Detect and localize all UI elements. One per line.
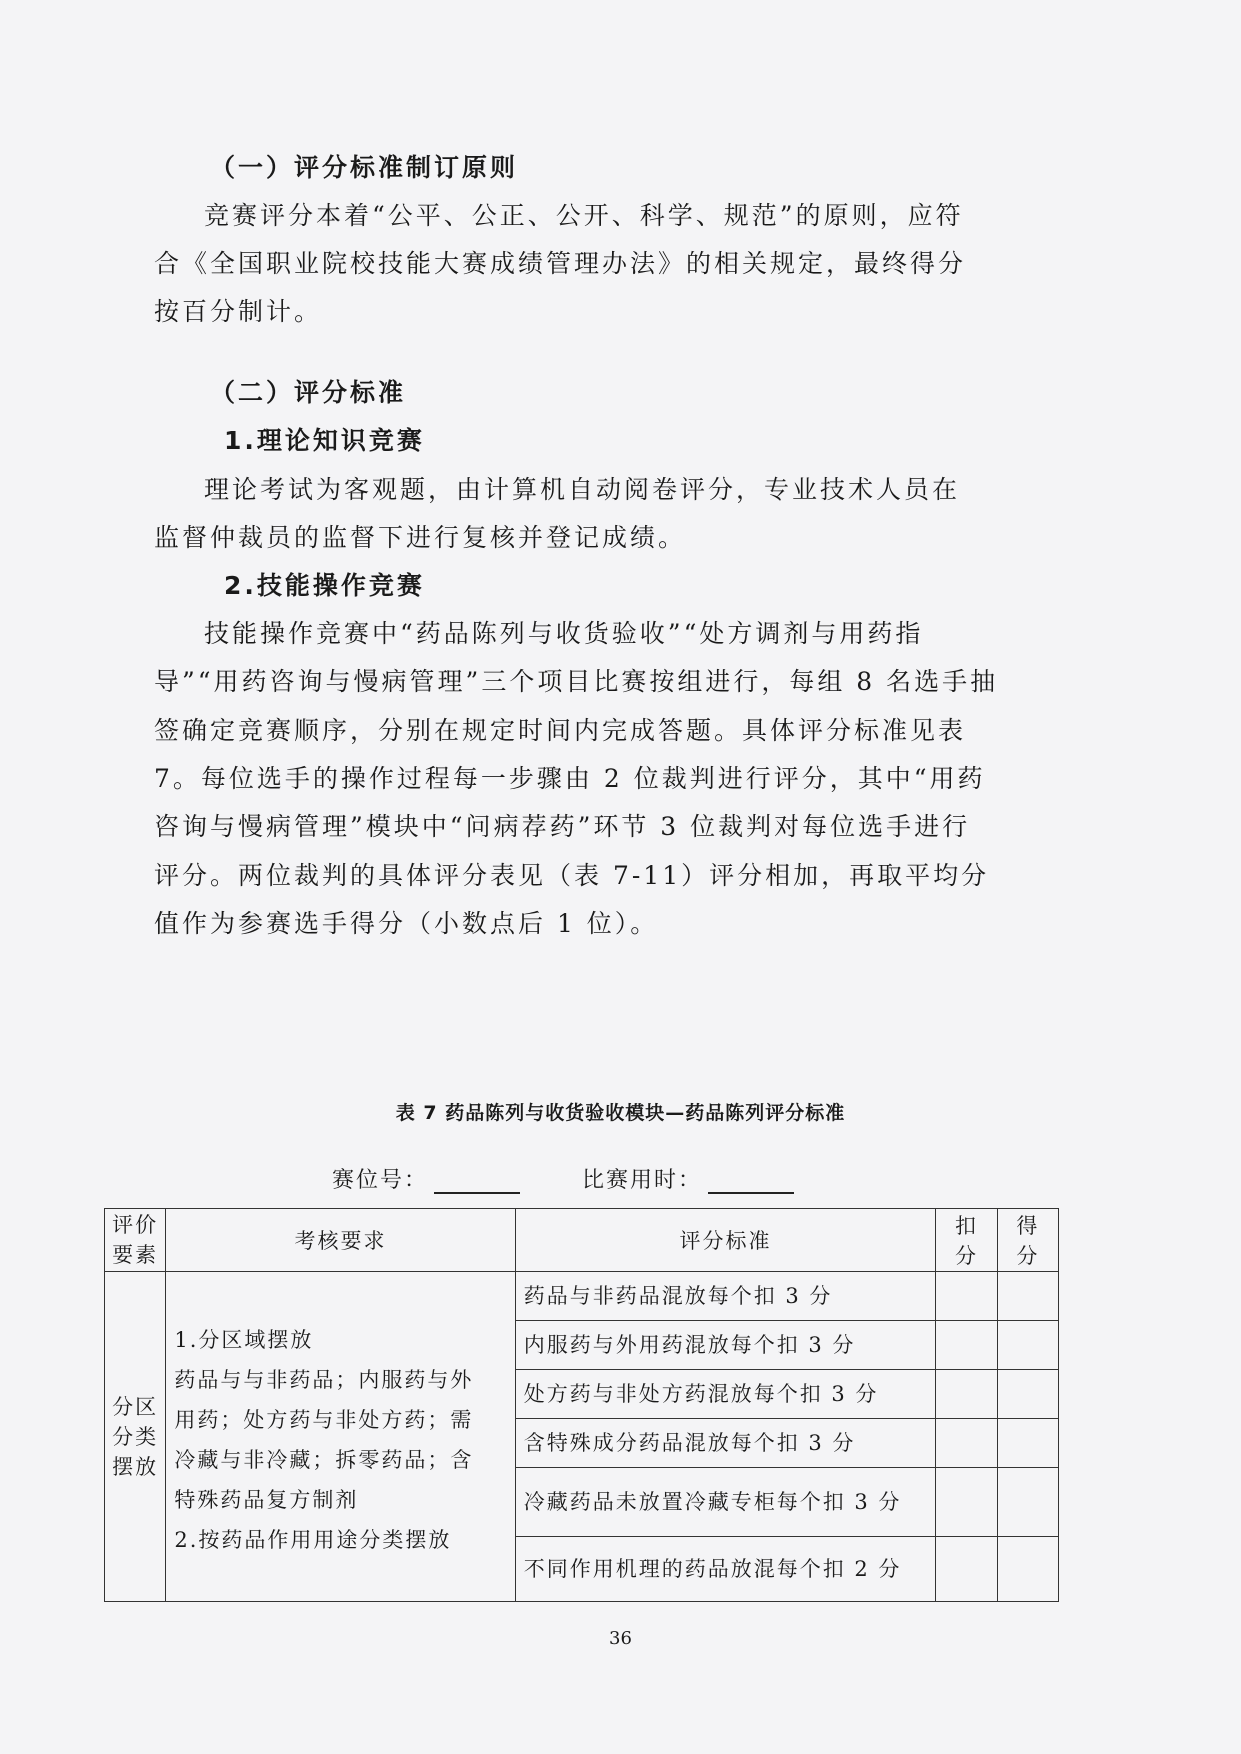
sub2-line-5: 咨询与慢病管理”模块中“问病荐药”环节 3 位裁判对每位选手进行 <box>154 812 971 841</box>
table-header-row <box>105 1209 1059 1272</box>
element-line-3: 摆放 <box>112 1454 159 1479</box>
deduct-cell[interactable] <box>936 1419 997 1468</box>
score-cell[interactable] <box>997 1321 1058 1370</box>
sub2-line-4: 7。每位选手的操作过程每一步骤由 2 位裁判进行评分，其中“用药 <box>154 764 986 793</box>
criteria-cell: 处方药与非处方药混放每个扣 3 分 <box>515 1370 936 1419</box>
sub1-line-1: 理论考试为客观题，由计算机自动阅卷评分，专业技术人员在 <box>204 475 961 504</box>
criteria-cell: 含特殊成分药品混放每个扣 3 分 <box>515 1419 936 1468</box>
deduct-cell[interactable] <box>936 1537 997 1602</box>
sub2-line-1: 技能操作竞赛中“药品陈列与收货验收”“处方调剂与用药指 <box>204 619 924 648</box>
element-line-2: 分类 <box>112 1424 159 1449</box>
score-cell[interactable] <box>997 1370 1058 1419</box>
sub2-line-2: 导”“用药咨询与慢病管理”三个项目比赛按组进行，每组 8 名选手抽 <box>154 667 999 696</box>
sub2-line-3: 签确定竞赛顺序，分别在规定时间内完成答题。具体评分标准见表 <box>154 716 967 745</box>
deduct-cell[interactable] <box>936 1370 997 1419</box>
requirement-line-3: 用药；处方药与非处方药；需 <box>174 1407 474 1432</box>
criteria-cell: 不同作用机理的药品放混每个扣 2 分 <box>515 1537 936 1602</box>
page-number: 36 <box>609 1628 632 1649</box>
header-element-line-2: 要素 <box>112 1243 159 1267</box>
table-caption: 表 7 药品陈列与收货验收模块—药品陈列评分标准 <box>395 1102 846 1124</box>
section2-heading: （二）评分标准 <box>210 378 407 407</box>
header-deduct: 扣分 <box>936 1209 997 1272</box>
element-cell <box>105 1272 166 1602</box>
table-row <box>105 1272 1059 1321</box>
seat-number-label: 赛位号： <box>332 1168 429 1193</box>
requirement-line-4: 冷藏与非冷藏；拆零药品；含 <box>174 1447 474 1472</box>
score-cell[interactable] <box>997 1272 1058 1321</box>
header-element-line-1: 评价 <box>112 1213 159 1237</box>
criteria-cell: 内服药与外用药混放每个扣 3 分 <box>515 1321 936 1370</box>
score-cell[interactable] <box>997 1419 1058 1468</box>
requirement-line-5: 特殊药品复方制剂 <box>174 1487 359 1512</box>
section1-line-1: 竞赛评分本着“公平、公正、公开、科学、规范”的原则，应符 <box>204 201 964 230</box>
time-used-label: 比赛用时： <box>582 1168 703 1193</box>
deduct-cell[interactable] <box>936 1272 997 1321</box>
header-requirement: 考核要求 <box>166 1209 515 1272</box>
scoring-table <box>104 1208 1059 1602</box>
requirement-line-6: 2.按药品作用用途分类摆放 <box>174 1527 452 1552</box>
criteria-cell: 冷藏药品未放置冷藏专柜每个扣 3 分 <box>515 1468 936 1537</box>
criteria-cell: 药品与非药品混放每个扣 3 分 <box>515 1272 936 1321</box>
requirement-cell <box>166 1272 515 1602</box>
requirement-line-1: 1.分区域摆放 <box>174 1327 314 1352</box>
element-line-1: 分区 <box>112 1394 159 1419</box>
deduct-cell[interactable] <box>936 1468 997 1537</box>
seat-number-field <box>332 1163 520 1194</box>
sub1-heading: 1.理论知识竞赛 <box>224 426 425 455</box>
score-cell[interactable] <box>997 1468 1058 1537</box>
deduct-cell[interactable] <box>936 1321 997 1370</box>
requirement-line-2: 药品与与非药品；内服药与外 <box>174 1367 474 1392</box>
section1-line-2: 合《全国职业院校技能大赛成绩管理办法》的相关规定，最终得分 <box>154 249 967 278</box>
time-used-field <box>582 1163 794 1194</box>
sub1-line-2: 监督仲裁员的监督下进行复核并登记成绩。 <box>154 523 687 552</box>
header-score: 得分 <box>997 1209 1058 1272</box>
section1-heading: （一）评分标准制订原则 <box>210 153 519 182</box>
sub2-line-7: 值作为参赛选手得分（小数点后 1 位）。 <box>154 909 659 938</box>
seat-number-blank <box>434 1170 520 1194</box>
sub2-heading: 2.技能操作竞赛 <box>224 571 425 600</box>
sub2-line-6: 评分。两位裁判的具体评分表见（表 7-11）评分相加，再取平均分 <box>154 861 990 890</box>
header-criteria: 评分标准 <box>515 1209 936 1272</box>
time-used-blank <box>708 1170 794 1194</box>
header-element <box>105 1209 166 1272</box>
section1-line-3: 按百分制计。 <box>154 297 323 326</box>
score-cell[interactable] <box>997 1537 1058 1602</box>
